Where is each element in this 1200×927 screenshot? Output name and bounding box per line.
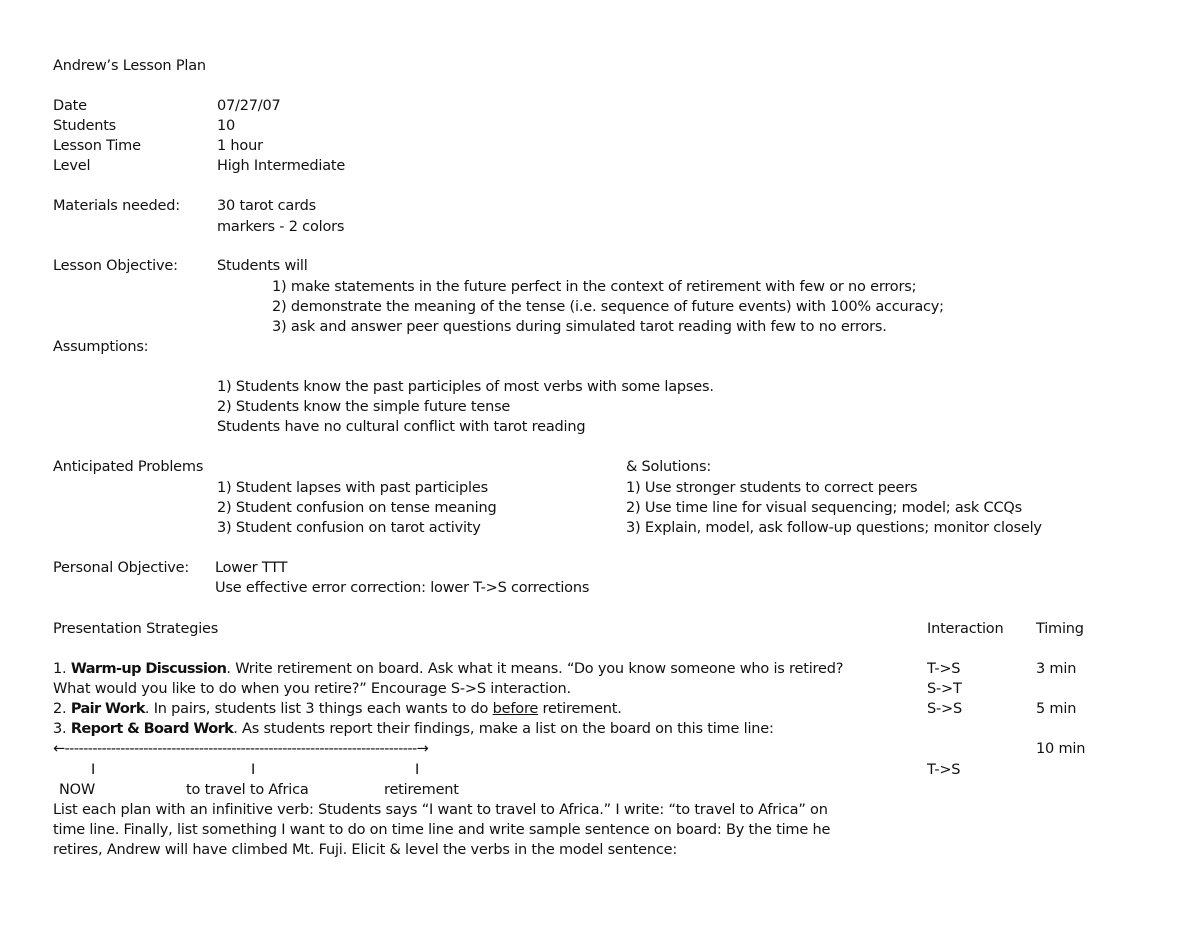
step-title: Pair Work	[70, 701, 145, 717]
timing-value: 3 min	[1036, 661, 1077, 677]
presentation-label: Presentation Strategies	[53, 621, 219, 637]
timeline-label-now: NOW	[59, 782, 95, 798]
step-number: 1.	[53, 661, 71, 677]
timeline-arrow: ←----------------------------------------------------------------------------→	[53, 741, 429, 757]
personal-objective-label: Personal Objective:	[53, 560, 190, 576]
timeline-tick: I	[415, 762, 420, 778]
instruction-paragraph: List each plan with an infinitive verb: Students says “I want to travel to Africa.” I write: “to travel to Africa” on	[53, 802, 828, 818]
solution-item: 1) Use stronger students to correct peers	[626, 480, 918, 496]
step-warm-up	[53, 659, 843, 679]
level-value: High Intermediate	[217, 158, 346, 174]
timing-header: Timing	[1036, 621, 1084, 637]
assumptions-label: Assumptions:	[53, 339, 149, 355]
objective-item: 3) ask and answer peer questions during simulated tarot reading with few to no errors.	[272, 319, 887, 335]
problem-item: 2) Student confusion on tense meaning	[217, 500, 497, 516]
problems-label: Anticipated Problems	[53, 459, 204, 475]
page-title: Andrew’s Lesson Plan	[53, 58, 206, 74]
materials-label: Materials needed:	[53, 198, 180, 214]
materials-item: markers - 2 colors	[217, 219, 345, 235]
step-text: . In pairs, students list 3 things each wants to do	[144, 701, 493, 717]
assumption-item: Students have no cultural conflict with tarot reading	[217, 419, 586, 435]
timeline-label-africa: to travel to Africa	[186, 782, 309, 798]
step-text: retirement.	[538, 701, 622, 717]
objective-label: Lesson Objective:	[53, 258, 178, 274]
lesson-time-value: 1 hour	[217, 138, 263, 154]
step-title: Warm-up Discussion	[70, 661, 227, 677]
timeline-tick: I	[91, 762, 96, 778]
date-label: Date	[53, 98, 87, 114]
timeline-tick: I	[251, 762, 256, 778]
solution-item: 2) Use time line for visual sequencing; model; ask CCQs	[626, 500, 1022, 516]
objective-item: 1) make statements in the future perfect in the context of retirement with few or no errors;	[272, 279, 917, 295]
students-value: 10	[217, 118, 236, 134]
date-value: 07/27/07	[217, 98, 281, 114]
timing-value: 5 min	[1036, 701, 1077, 717]
instruction-paragraph: time line. Finally, list something I want to do on time line and write sample sentence on board: By the time he	[53, 822, 831, 838]
personal-objective-item: Use effective error correction: lower T->S corrections	[215, 580, 590, 596]
step-text: . Write retirement on board. Ask what it means. “Do you know someone who is retired?	[226, 661, 844, 677]
timeline-label-retirement: retirement	[384, 782, 459, 798]
step-report-board-work	[53, 719, 774, 739]
lesson-time-label: Lesson Time	[53, 138, 141, 154]
objective-item: 2) demonstrate the meaning of the tense (i.e. sequence of future events) with 100% accuracy;	[272, 299, 944, 315]
step-title: Report & Board Work	[70, 721, 234, 737]
step-number: 2.	[53, 701, 71, 717]
instruction-paragraph: retires, Andrew will have climbed Mt. Fuji. Elicit & level the verbs in the model sentence:	[53, 842, 678, 858]
step-warm-up-continued: What would you like to do when you retire?” Encourage S->S interaction.	[53, 681, 571, 697]
interaction-value: T->S	[927, 762, 961, 778]
problem-item: 1) Student lapses with past participles	[217, 480, 488, 496]
assumption-item: 1) Students know the past participles of most verbs with some lapses.	[217, 379, 714, 395]
interaction-value: S->T	[927, 681, 962, 697]
personal-objective-item: Lower TTT	[215, 560, 288, 576]
interaction-header: Interaction	[927, 621, 1004, 637]
solution-item: 3) Explain, model, ask follow-up questions; monitor closely	[626, 520, 1042, 536]
interaction-value: T->S	[927, 661, 961, 677]
timing-value: 10 min	[1036, 741, 1086, 757]
level-label: Level	[53, 158, 91, 174]
problem-item: 3) Student confusion on tarot activity	[217, 520, 481, 536]
underlined-word: before	[492, 701, 539, 717]
materials-item: 30 tarot cards	[217, 198, 316, 214]
objective-intro: Students will	[217, 258, 308, 274]
step-number: 3.	[53, 721, 71, 737]
interaction-value: S->S	[927, 701, 962, 717]
solutions-label: & Solutions:	[626, 459, 712, 475]
step-text: . As students report their findings, make a list on the board on this time line:	[233, 721, 774, 737]
assumption-item: 2) Students know the simple future tense	[217, 399, 511, 415]
step-pair-work	[53, 699, 622, 719]
students-label: Students	[53, 118, 117, 134]
